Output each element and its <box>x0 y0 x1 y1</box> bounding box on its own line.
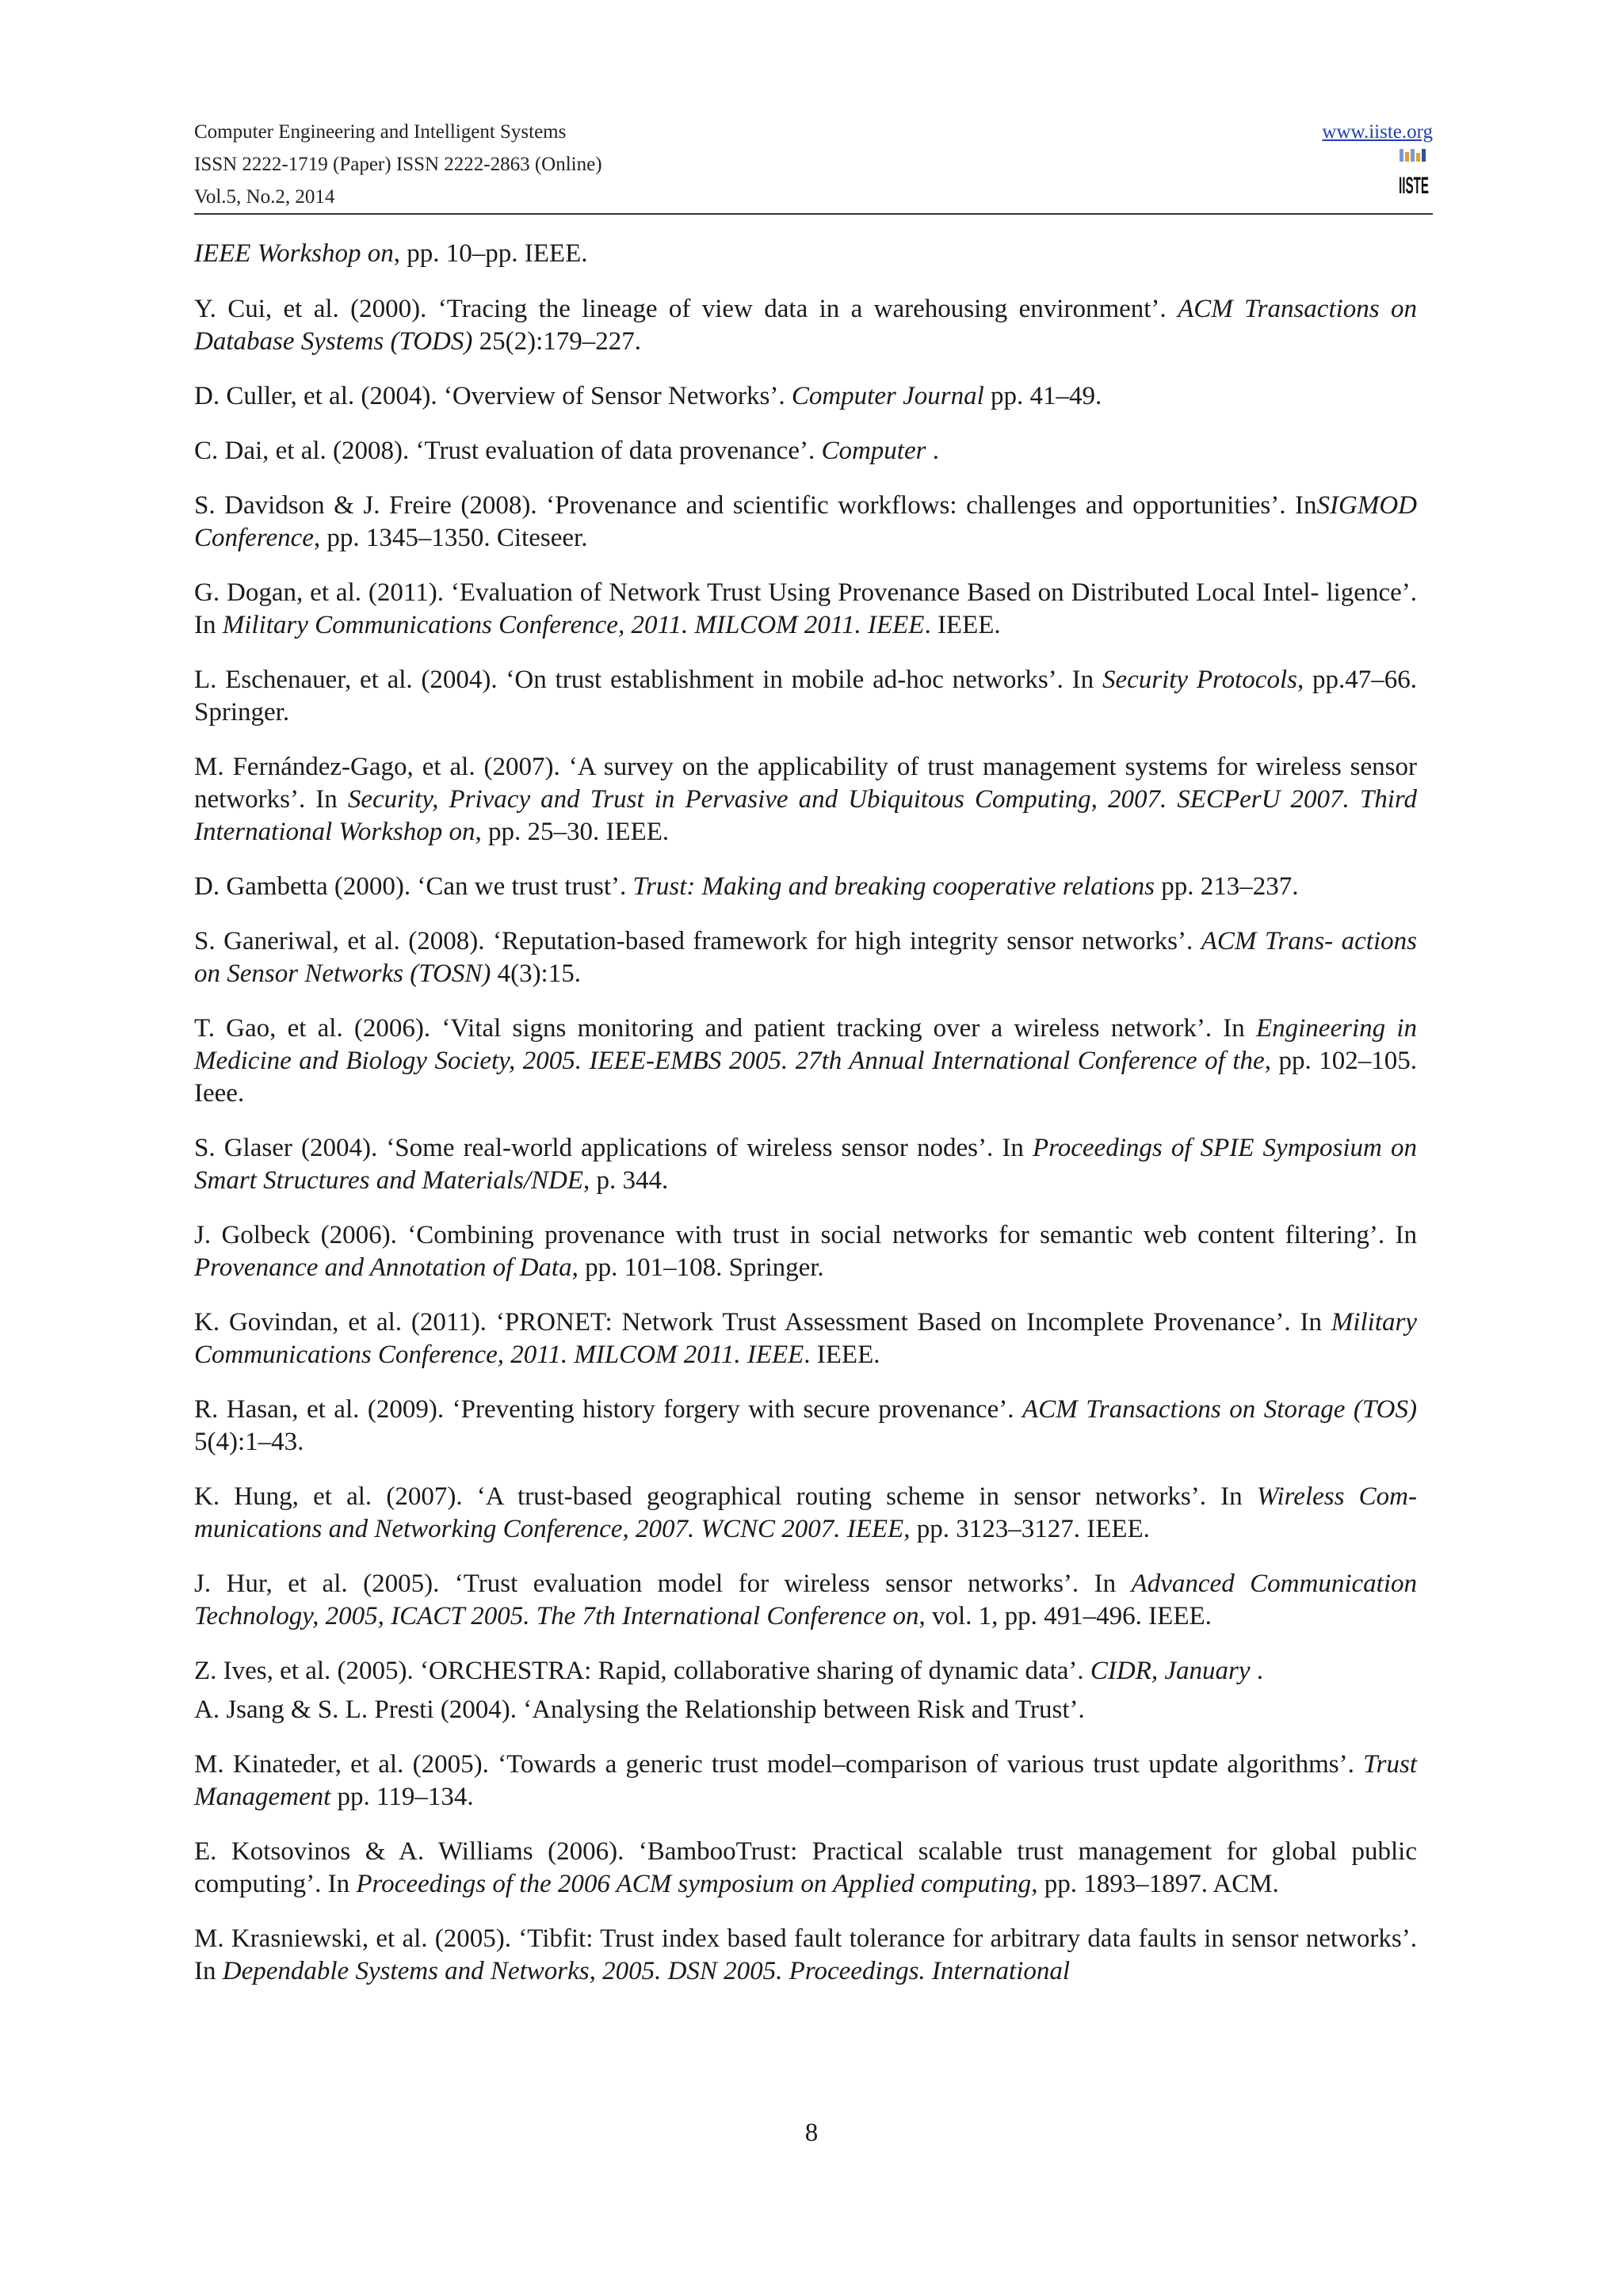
reference-text: 5(4):1–43. <box>194 1428 304 1456</box>
reference-venue: Proceedings of the 2006 ACM symposium on Applied computing <box>356 1870 1032 1898</box>
reference-text: K. Govindan, et al. (2011). ‘PRONET: Network Trust Assessment Based on Incomplete Provenance’. In <box>194 1308 1331 1337</box>
reference-venue: Military Communications Conference, 2011. MILCOM 2011. IEEE <box>222 611 925 639</box>
journal-url-link[interactable]: www.iiste.org <box>1322 121 1433 143</box>
journal-title: Computer Engineering and Intelligent Systems <box>194 121 567 143</box>
reference-venue: IEEE Workshop on <box>194 239 394 268</box>
reference-text: , vol. 1, pp. 491–496. IEEE. <box>918 1602 1212 1630</box>
reference-venue: ACM Transactions on Database Systems (TODS) <box>194 295 1418 356</box>
reference-venue: Wireless Com- munications and Networking Conference, 2007. WCNC 2007. IEEE <box>194 1482 1417 1543</box>
reference-text: , pp. 102–105. Ieee. <box>194 1047 1418 1108</box>
reference-entry <box>194 1132 1433 1197</box>
reference-text: E. Kotsovinos & A. Williams (2006). ‘BambooTrust: Practical scalable trust management for global public computing’. In <box>194 1837 1417 1898</box>
reference-text: J. Hur, et al. (2005). ‘Trust evaluation model for wireless sensor networks’. In <box>194 1569 1132 1598</box>
reference-venue: Provenance and Annotation of Data <box>194 1253 572 1282</box>
reference-entry <box>194 1923 1433 1988</box>
reference-entry <box>194 293 1433 358</box>
reference-entry <box>194 1568 1433 1633</box>
reference-text: Y. Cui, et al. (2000). ‘Tracing the lineage of view data in a warehousing environment’. <box>194 295 1178 323</box>
reference-venue: SIGMOD Conference <box>194 491 1417 552</box>
reference-text: , pp. 1345–1350. Citeseer. <box>313 524 588 552</box>
reference-venue: ACM Transactions on Storage (TOS) <box>1022 1395 1417 1424</box>
reference-entry <box>194 751 1433 849</box>
reference-text: M. Fernández-Gago, et al. (2007). ‘A survey on the applicability of trust management systems for wireless sensor networks’. In <box>194 753 1417 814</box>
reference-venue: ACM Trans- actions on Sensor Networks (TOSN) <box>194 927 1417 988</box>
reference-entry <box>194 664 1433 729</box>
reference-entry <box>194 871 1433 903</box>
reference-text: 4(3):15. <box>491 959 581 988</box>
reference-text: S. Ganeriwal, et al. (2008). ‘Reputation-based framework for high integrity sensor networks’. <box>194 927 1201 955</box>
reference-text: S. Glaser (2004). ‘Some real-world applications of wireless sensor nodes’. In <box>194 1134 1033 1162</box>
reference-text: . IEEE. <box>924 611 1001 639</box>
reference-entry <box>194 1013 1433 1110</box>
reference-text: G. Dogan, et al. (2011). ‘Evaluation of Network Trust Using Provenance Based on Distributed Local Intel- ligence’. In <box>194 578 1417 639</box>
reference-entry <box>194 1749 1433 1814</box>
reference-venue: Engineering in Medicine and Biology Society, 2005. IEEE-EMBS 2005. 27th Annual International Conference of the <box>194 1014 1417 1075</box>
journal-header <box>194 116 602 213</box>
reference-text: L. Eschenauer, et al. (2004). ‘On trust establishment in mobile ad-hoc networks’. In <box>194 666 1102 694</box>
journal-volume: Vol.5, No.2, 2014 <box>194 186 335 208</box>
iiste-logo <box>1398 149 1430 201</box>
reference-text: , pp. 10–pp. IEEE. <box>393 239 588 268</box>
reference-venue: CIDR, January <box>1090 1657 1251 1685</box>
reference-text: S. Davidson & J. Freire (2008). ‘Provenance and scientific workflows: challenges and opportunities’. In <box>194 491 1317 520</box>
reference-venue: Computer <box>821 437 926 465</box>
page-number: 8 <box>804 2119 819 2147</box>
reference-text: A. Jsang & S. L. Presti (2004). ‘Analysing the Relationship between Risk and Trust’. <box>194 1695 1085 1724</box>
reference-text: Z. Ives, et al. (2005). ‘ORCHESTRA: Rapid, collaborative sharing of dynamic data’. <box>194 1657 1090 1685</box>
reference-entry <box>194 1219 1433 1284</box>
reference-venue: Security, Privacy and Trust in Pervasive and Ubiquitous Computing, 2007. SECPerU 2007. Third International Workshop on <box>194 785 1417 846</box>
reference-text: R. Hasan, et al. (2009). ‘Preventing history forgery with secure provenance’. <box>194 1395 1023 1424</box>
reference-venue: Military Communications Conference, 2011. MILCOM 2011. IEEE <box>194 1308 1417 1369</box>
reference-venue: Proceedings of SPIE Symposium on Smart Structures and Materials/NDE <box>194 1134 1417 1195</box>
reference-text: M. Kinateder, et al. (2005). ‘Towards a generic trust model–comparison of various trust update algorithms’. <box>194 1750 1364 1779</box>
reference-venue: Security Protocols <box>1102 666 1297 694</box>
reference-venue: Trust: Making and breaking cooperative relations <box>632 872 1155 901</box>
reference-text: . <box>926 437 939 465</box>
reference-text: T. Gao, et al. (2006). ‘Vital signs monitoring and patient tracking over a wireless network’. In <box>194 1014 1256 1043</box>
reference-text: K. Hung, et al. (2007). ‘A trust-based geographical routing scheme in sensor networks’. In <box>194 1482 1257 1511</box>
reference-text: , pp. 1893–1897. ACM. <box>1031 1870 1279 1898</box>
reference-text: M. Krasniewski, et al. (2005). ‘Tibfit: Trust index based fault tolerance for arbitrary data faults in sensor networks’. In <box>194 1924 1417 1985</box>
reference-entry <box>194 380 1433 413</box>
reference-venue: Trust Management <box>194 1750 1417 1811</box>
reference-text: . IEEE. <box>804 1341 880 1369</box>
reference-entry <box>194 435 1433 467</box>
reference-text: D. Gambetta (2000). ‘Can we trust trust’. <box>194 872 633 901</box>
reference-text: , pp. 3123–3127. IEEE. <box>903 1515 1150 1543</box>
reference-entry <box>194 1394 1433 1459</box>
reference-entry <box>194 1481 1433 1546</box>
reference-list <box>194 238 1433 2010</box>
logo-text: IISTE <box>1399 173 1429 199</box>
reference-entry <box>194 490 1433 555</box>
reference-text: , p. 344. <box>583 1166 669 1195</box>
header-divider <box>194 213 1433 215</box>
reference-text: 25(2):179–227. <box>472 327 642 356</box>
reference-entry <box>194 1694 1433 1726</box>
reference-entry <box>194 577 1433 642</box>
reference-text: , pp. 101–108. Springer. <box>571 1253 824 1282</box>
reference-text: pp. 119–134. <box>330 1783 474 1811</box>
reference-venue: Advanced Communication Technology, 2005, ICACT 2005. The 7th International Conference on <box>194 1569 1417 1630</box>
reference-entry <box>194 1306 1433 1371</box>
reference-text: pp. 213–237. <box>1154 872 1299 901</box>
reference-text: C. Dai, et al. (2008). ‘Trust evaluation of data provenance’. <box>194 437 822 465</box>
reference-venue: Computer Journal <box>791 382 984 410</box>
reference-entry <box>194 1655 1433 1688</box>
reference-text: , pp.47–66. Springer. <box>194 666 1417 727</box>
reference-venue: Dependable Systems and Networks, 2005. DSN 2005. Proceedings. International <box>222 1957 1071 1985</box>
reference-text: , pp. 25–30. IEEE. <box>475 818 670 846</box>
reference-text: pp. 41–49. <box>983 382 1102 410</box>
reference-entry <box>194 238 1433 270</box>
reference-entry <box>194 1836 1433 1901</box>
reference-text: D. Culler, et al. (2004). ‘Overview of Sensor Networks’. <box>194 382 792 410</box>
reference-text: J. Golbeck (2006). ‘Combining provenance with trust in social networks for semantic web content filtering’. In <box>194 1221 1417 1249</box>
reference-text: . <box>1250 1657 1264 1685</box>
reference-entry <box>194 925 1433 990</box>
journal-issn: ISSN 2222-1719 (Paper) ISSN 2222-2863 (Online) <box>194 154 602 175</box>
